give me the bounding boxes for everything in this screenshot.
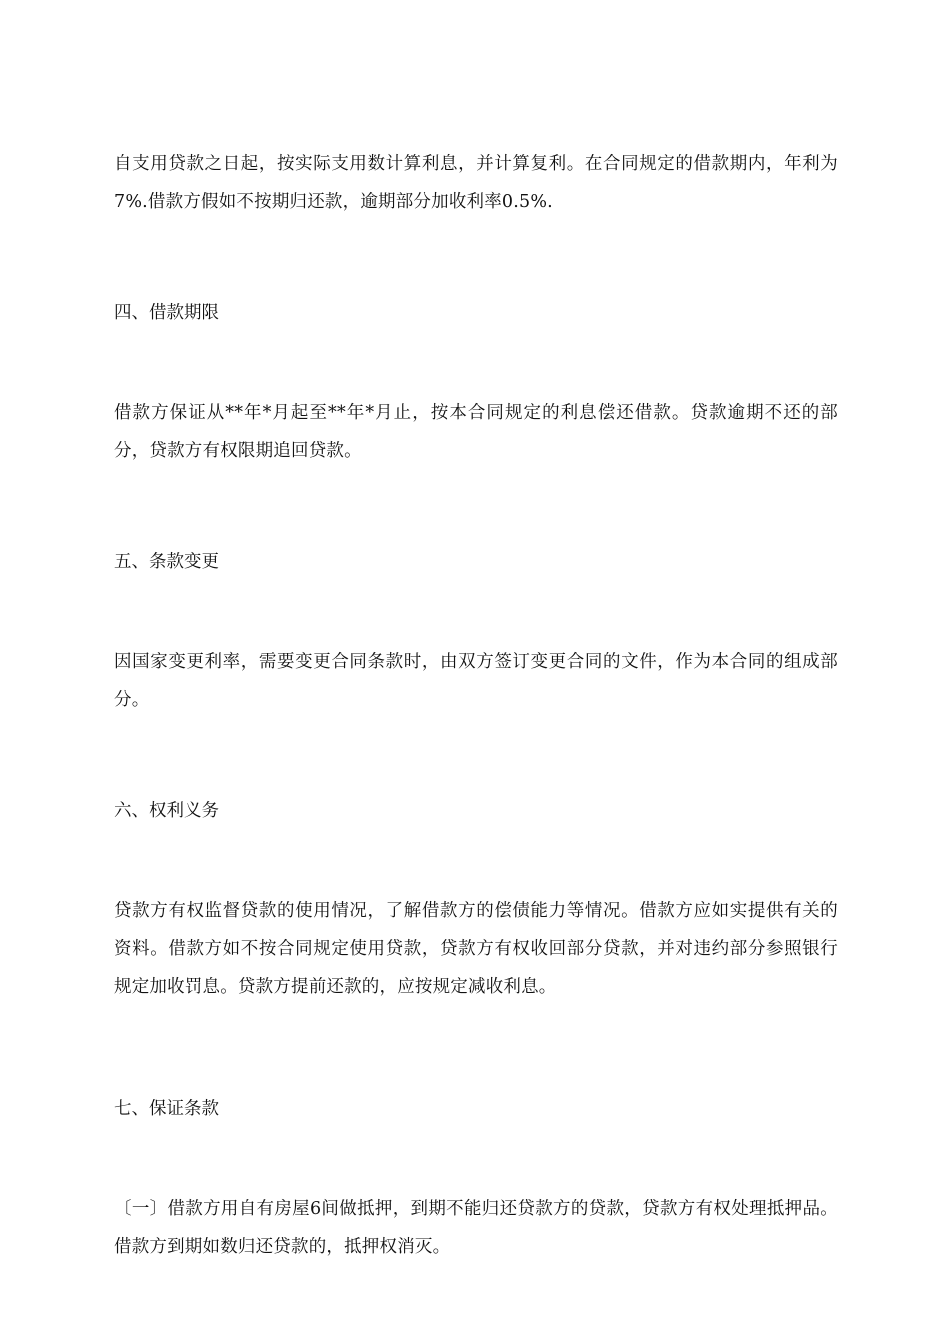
heading-rights-obligations: 六、权利义务 [114,801,219,821]
paragraph-clause-change: 因国家变更利率，需要变更合同条款时，由双方签订变更合同的文件，作为本合同的组成部分。 [114,652,838,710]
paragraph-loan-term: 借款方保证从**年*月起至**年*月止，按本合同规定的利息偿还借款。贷款逾期不还的部分，贷款方有权限期追回贷款。 [114,403,838,461]
paragraph-rights-obligations: 贷款方有权监督贷款的使用情况，了解借款方的偿债能力等情况。借款方应如实提供有关的资料。借款方如不按合同规定使用贷款，贷款方有权收回部分贷款，并对违约部分参照银行规定加收罚息。贷款方提前还款的，应按规定减收利息。 [114,901,838,997]
paragraph-guarantee-1: 〔一〕借款方用自有房屋6间做抵押，到期不能归还贷款方的贷款，贷款方有权处理抵押品。借款方到期如数归还贷款的，抵押权消灭。 [114,1199,838,1257]
paragraph-interest: 自支用贷款之日起，按实际支用数计算利息，并计算复利。在合同规定的借款期内，年利为7%.借款方假如不按期归还款，逾期部分加收利率0.5%. [114,154,838,212]
heading-loan-term: 四、借款期限 [114,303,219,323]
heading-clause-change: 五、条款变更 [114,552,219,572]
heading-guarantee: 七、保证条款 [114,1099,219,1119]
